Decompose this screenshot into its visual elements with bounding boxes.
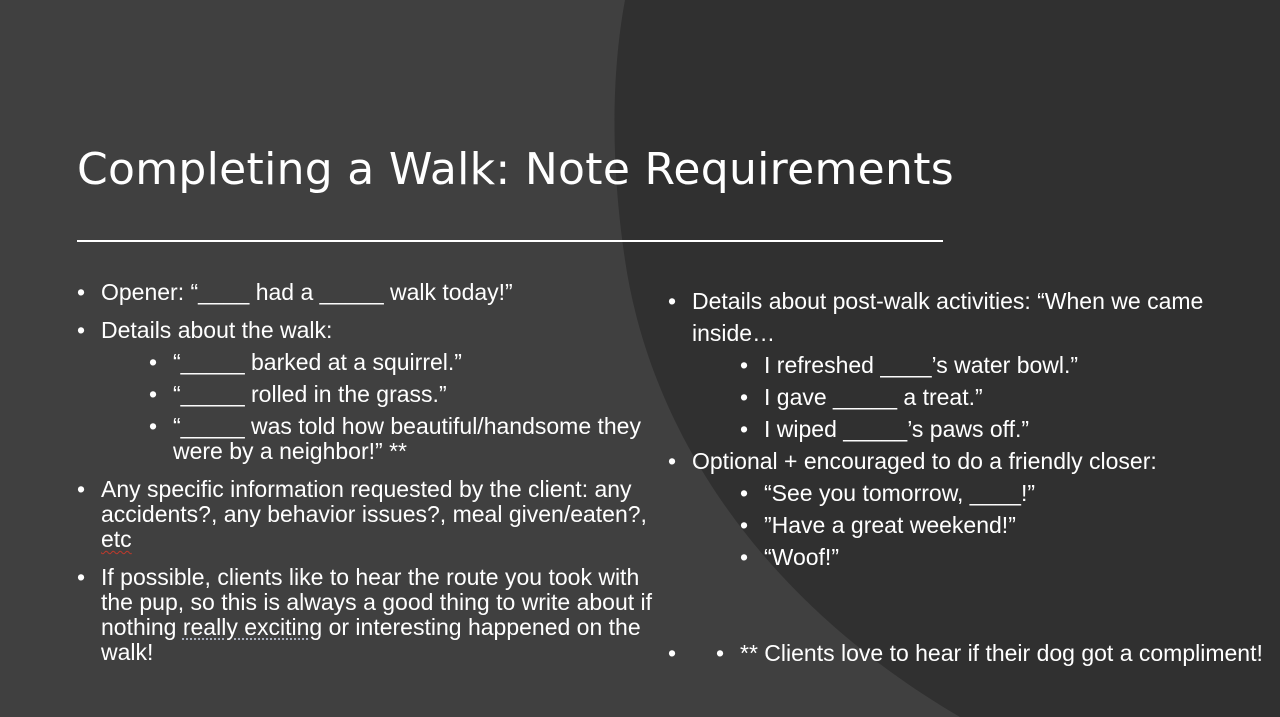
bullet-opener bbox=[77, 280, 662, 305]
title-divider bbox=[77, 240, 943, 242]
bullet-route bbox=[77, 565, 662, 665]
post-walk-list bbox=[692, 349, 1268, 445]
route-text-start: If possible, clients like to hear the route you took with the pup, so this is always a good thing to write about if nothing bbox=[101, 564, 653, 640]
closer-item: • “See you tomorrow, ____!” bbox=[692, 477, 1268, 509]
left-content-column bbox=[77, 280, 662, 678]
walk-detail-item: • “_____ barked at a squirrel.” bbox=[101, 350, 662, 375]
bullet-client-info bbox=[77, 477, 662, 552]
spellcheck-flagged-word[interactable]: etc bbox=[101, 526, 132, 552]
client-info-text: Any specific information requested by the client: any accidents?, any behavior issues?, meal given/eaten?, bbox=[101, 476, 647, 527]
bullet-post-walk bbox=[668, 285, 1268, 445]
footnote-item: • • ** Clients love to hear if their dog got a compliment! bbox=[668, 637, 1268, 669]
closer-item: • “Woof!” bbox=[692, 541, 1268, 573]
post-walk-item: • I refreshed ____’s water bowl.” bbox=[692, 349, 1268, 381]
post-walk-item: • I gave _____ a treat.” bbox=[692, 381, 1268, 413]
post-walk-item: • I wiped _____’s paws off.” bbox=[692, 413, 1268, 445]
grammar-flagged-phrase[interactable]: really exciting bbox=[182, 614, 323, 640]
route-text-end: or interesting happened on the walk! bbox=[101, 614, 641, 665]
closer-list bbox=[692, 477, 1268, 573]
bullet-closer bbox=[668, 445, 1268, 573]
opener-text: Opener: “____ had a _____ walk today!” bbox=[101, 279, 513, 305]
walk-detail-item: • “_____ was told how beautiful/handsome they were by a neighbor!” ** bbox=[101, 414, 662, 464]
walk-details-list bbox=[101, 350, 662, 464]
walk-detail-item: • “_____ rolled in the grass.” bbox=[101, 382, 662, 407]
slide-title: Completing a Walk: Note Requirements bbox=[77, 144, 954, 195]
closer-label: Optional + encouraged to do a friendly closer: bbox=[692, 448, 1157, 474]
walk-details-label: Details about the walk: bbox=[101, 317, 333, 343]
right-content-column bbox=[668, 285, 1268, 669]
post-walk-label: Details about post-walk activities: “When we came inside… bbox=[692, 288, 1204, 346]
bullet-walk-details bbox=[77, 318, 662, 464]
closer-item: • ”Have a great weekend!” bbox=[692, 509, 1268, 541]
footnote-wrapper bbox=[668, 637, 1268, 669]
